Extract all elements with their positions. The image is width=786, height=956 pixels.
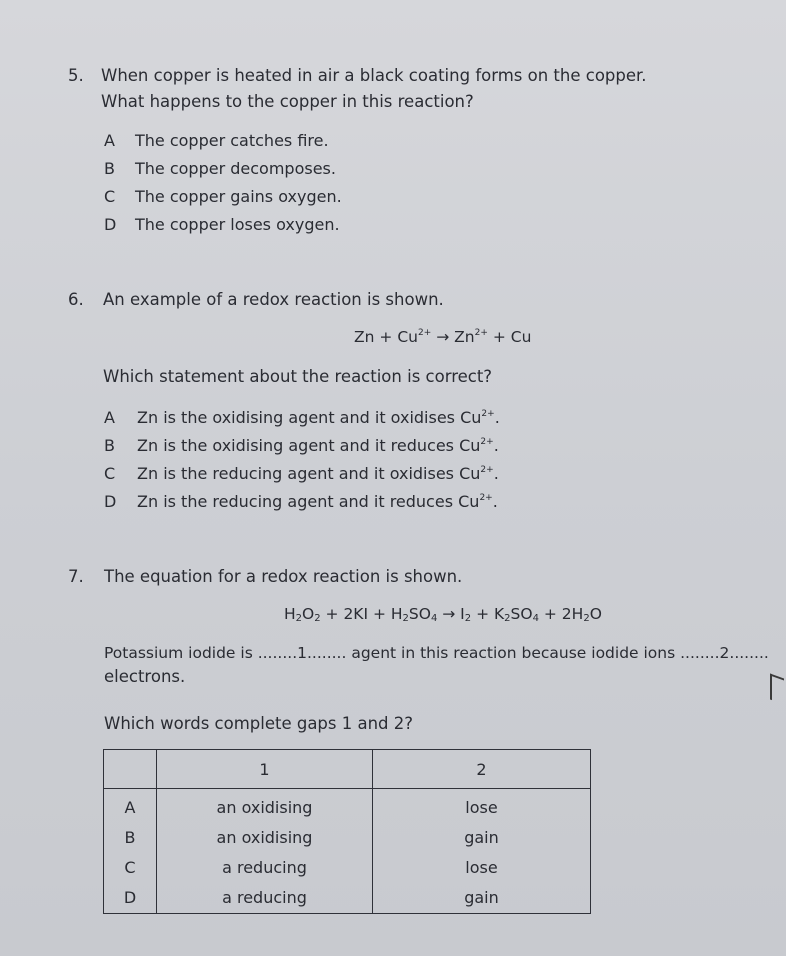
q5-option-a: The copper catches fire.: [135, 131, 329, 150]
answer-table: [103, 749, 591, 914]
q6-option-d: Zn is the reducing agent and it reduces $Cu^{2+}$.: [137, 492, 498, 511]
q5-option-a-letter: A: [104, 131, 115, 150]
q6-option-a-letter: A: [104, 408, 115, 427]
q6-question: Which statement about the reaction is correct?: [103, 367, 493, 386]
answer-c-gap2: lose: [465, 858, 498, 877]
q7-sentence-line1: Potassium iodide is ........1........ agent in this reaction because iodide ions ........2........: [104, 644, 769, 662]
answer-a-gap2: lose: [465, 798, 498, 817]
q5-stem-line1: When copper is heated in air a black coating forms on the copper.: [101, 66, 647, 85]
answer-table-gap2-column: [373, 789, 591, 914]
answer-table-gap1-column: [157, 789, 373, 914]
answer-letter-a: A: [124, 798, 136, 817]
answer-table-header-gap2: 2: [373, 750, 591, 789]
answer-b-gap2: gain: [464, 828, 499, 847]
answer-letter-c: C: [124, 858, 136, 877]
q6-option-c: Zn is the reducing agent and it oxidises $Cu^{2+}$.: [137, 464, 499, 483]
answer-a-gap1: an oxidising: [216, 798, 313, 817]
q7-number: 7.: [68, 567, 84, 586]
answer-table-header-row: [104, 750, 591, 789]
q5-option-d: The copper loses oxygen.: [135, 215, 340, 234]
answer-d-gap1: a reducing: [222, 888, 307, 907]
answer-b-gap1: an oxidising: [216, 828, 313, 847]
answer-table-letters: [104, 789, 157, 914]
q5-option-d-letter: D: [104, 215, 117, 234]
q5-number: 5.: [68, 66, 84, 85]
answer-c-gap1: a reducing: [222, 858, 307, 877]
q6-stem: An example of a redox reaction is shown.: [103, 290, 444, 309]
q7-stem: The equation for a redox reaction is shown.: [104, 567, 463, 586]
q6-equation: $Zn + Cu^{2+} \to Zn^{2+} + Cu$: [354, 328, 532, 346]
answer-letter-b: B: [124, 828, 136, 847]
q7-question: Which words complete gaps 1 and 2?: [104, 714, 414, 733]
q5-option-b: The copper decomposes.: [135, 159, 336, 178]
q6-option-b: Zn is the oxidising agent and it reduces $Cu^{2+}$.: [137, 436, 499, 455]
q5-option-c: The copper gains oxygen.: [135, 187, 342, 206]
answer-table-header-empty: [104, 750, 157, 789]
answer-table-header-gap1: 1: [157, 750, 373, 789]
q6-option-d-letter: D: [104, 492, 117, 511]
q6-option-a: Zn is the oxidising agent and it oxidises $Cu^{2+}$.: [137, 408, 500, 427]
q5-option-b-letter: B: [104, 159, 115, 178]
q7-equation: $H_2O_2 + 2KI + H_2SO_4 \to I_2 + K_2SO_4 + 2H_2O$: [284, 605, 602, 624]
mouse-cursor-icon: [770, 673, 784, 704]
q5-option-c-letter: C: [104, 187, 116, 206]
q7-sentence-line2: electrons.: [104, 667, 186, 686]
answer-d-gap2: gain: [464, 888, 499, 907]
q6-option-c-letter: C: [104, 464, 116, 483]
answer-letter-d: D: [123, 888, 137, 907]
q5-stem-line2: What happens to the copper in this reaction?: [101, 92, 474, 111]
q6-number: 6.: [68, 290, 84, 309]
answer-table-body-row: [104, 789, 591, 914]
q6-option-b-letter: B: [104, 436, 115, 455]
